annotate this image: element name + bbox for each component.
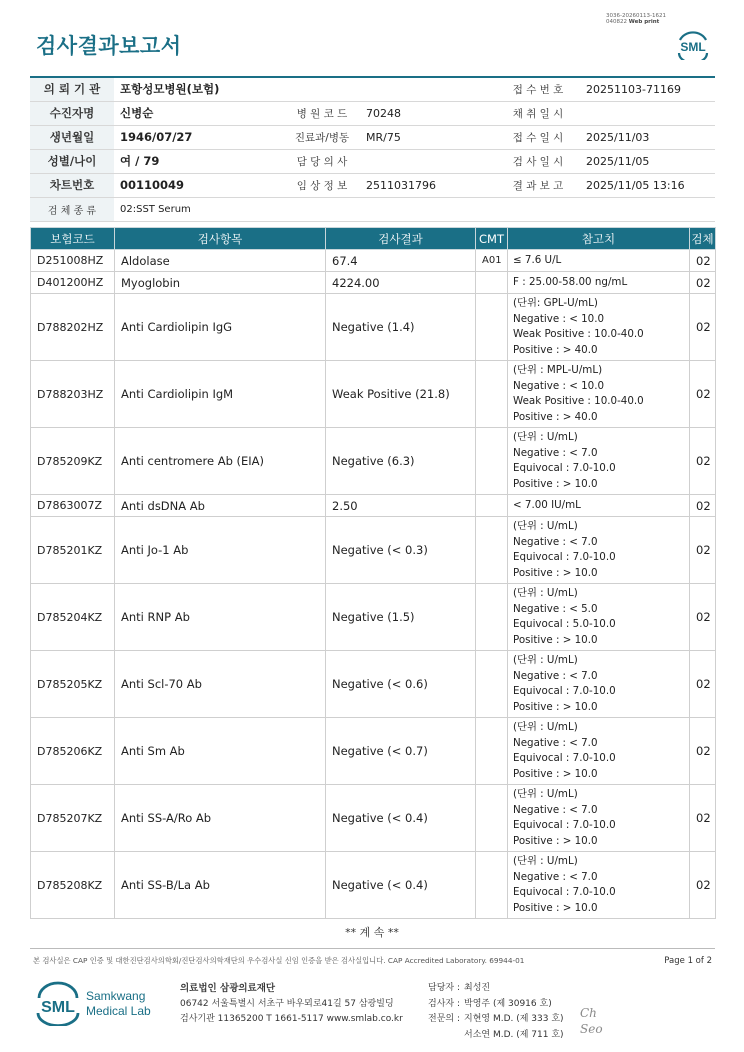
- reference-cell: [508, 785, 690, 852]
- reference-line: Weak Positive : 10.0-40.0: [513, 328, 644, 340]
- footer-divider: [30, 948, 715, 949]
- code-cell: D785207KZ: [31, 785, 115, 852]
- receipt-date-label: 접 수 일 시: [496, 125, 580, 149]
- result-cell: 2.50: [326, 495, 476, 517]
- staff-role: 담당자 :: [428, 983, 460, 993]
- test-item-cell: Anti centromere Ab (EIA): [115, 428, 326, 495]
- logo-text: SML: [680, 40, 706, 54]
- sml-logo-icon: [674, 26, 712, 60]
- cmt-cell: [476, 651, 508, 718]
- patient-info-table: [30, 76, 715, 222]
- patient-value: 신병순: [114, 101, 284, 125]
- doctor-label: 담 당 의 사: [284, 149, 360, 173]
- info-row: [30, 173, 715, 197]
- requester-label: 의 뢰 기 관: [30, 77, 114, 101]
- specimen-cell: 02: [690, 651, 716, 718]
- sex-age-label: 성별/나이: [30, 149, 114, 173]
- header-result: 검사결과: [326, 228, 476, 250]
- table-row: [31, 517, 716, 584]
- info-row: [30, 149, 715, 173]
- reference-line: Equivocal : 7.0-10.0: [513, 551, 616, 563]
- reference-cell: [508, 852, 690, 919]
- reference-line: (단위: GPL-U/mL): [513, 297, 598, 309]
- reference-cell: [508, 272, 690, 294]
- test-item-cell: Anti Scl-70 Ab: [115, 651, 326, 718]
- test-item-cell: Myoglobin: [115, 272, 326, 294]
- footer-logo-name1: Samkwang: [86, 989, 146, 1003]
- org-address: 06742 서울특별시 서초구 바우뫼로41길 57 삼광빌딩: [180, 998, 394, 1009]
- table-row: [31, 495, 716, 517]
- test-item-cell: Anti Cardiolipin IgG: [115, 294, 326, 361]
- reference-line: (단위 : U/mL): [513, 855, 578, 867]
- result-cell: 67.4: [326, 250, 476, 272]
- cmt-cell: [476, 272, 508, 294]
- test-item-cell: Anti dsDNA Ab: [115, 495, 326, 517]
- header-item: 검사항목: [115, 228, 326, 250]
- org-contact: 검사기관 11365200 T 1661-5117 www.smlab.co.kr: [180, 1014, 403, 1024]
- reference-cell: [508, 294, 690, 361]
- staff-name: 박영주 (제 30916 호): [464, 998, 552, 1009]
- reference-cell: [508, 428, 690, 495]
- test-item-cell: Anti RNP Ab: [115, 584, 326, 651]
- specimen-cell: 02: [690, 517, 716, 584]
- reference-line: Positive : > 10.0: [513, 566, 598, 579]
- chart-label: 차트번호: [30, 173, 114, 197]
- reference-cell: [508, 718, 690, 785]
- code-cell: D785205KZ: [31, 651, 115, 718]
- reference-cell: [508, 517, 690, 584]
- reference-cell: [508, 651, 690, 718]
- reference-line: Positive : > 10.0: [513, 700, 598, 713]
- cmt-cell: A01: [476, 250, 508, 272]
- test-item-cell: Anti SS-A/Ro Ab: [115, 785, 326, 852]
- hospital-code-value: 70248: [360, 101, 496, 125]
- staff-role: [428, 1028, 464, 1044]
- reference-line: Negative : < 7.0: [513, 803, 598, 816]
- specimen-label: 검 체 종 류: [30, 197, 114, 221]
- code-cell: D401200HZ: [31, 272, 115, 294]
- reference-line: (단위 : U/mL): [513, 431, 578, 443]
- specimen-cell: 02: [690, 250, 716, 272]
- reference-line: Positive : > 10.0: [513, 767, 598, 780]
- table-row: [31, 852, 716, 919]
- reference-line: < 7.00 IU/mL: [513, 498, 581, 511]
- staff-info: [428, 981, 564, 1043]
- reference-line: Equivocal : 7.0-10.0: [513, 819, 616, 831]
- specimen-cell: 02: [690, 785, 716, 852]
- reference-line: (단위 : U/mL): [513, 654, 578, 666]
- result-cell: Negative (< 0.4): [326, 852, 476, 919]
- reference-cell: [508, 584, 690, 651]
- sex-age-value: 여 / 79: [114, 149, 284, 173]
- reference-line: (단위 : MPL-U/mL): [513, 364, 603, 376]
- reference-line: Negative : < 7.0: [513, 535, 598, 548]
- requester-value: 포항성모병원(보험): [114, 77, 496, 101]
- table-row: [31, 294, 716, 361]
- staff-row: [428, 1028, 564, 1044]
- receipt-date-value: 2025/11/03: [580, 125, 715, 149]
- result-cell: Negative (6.3): [326, 428, 476, 495]
- reference-line: Negative : < 7.0: [513, 446, 598, 459]
- collect-date-value: [580, 101, 715, 125]
- continued-marker: ** 계 속 **: [345, 926, 399, 939]
- info-row: [30, 77, 715, 101]
- reference-line: Negative : < 10.0: [513, 312, 605, 325]
- table-row: [31, 651, 716, 718]
- dept-value: MR/75: [360, 125, 496, 149]
- reference-line: Positive : > 10.0: [513, 633, 598, 646]
- table-row: [31, 250, 716, 272]
- reference-line: Equivocal : 7.0-10.0: [513, 685, 616, 697]
- report-value: 2025/11/05 13:16: [580, 173, 715, 197]
- cmt-cell: [476, 785, 508, 852]
- footer-logo-text: SML: [41, 999, 75, 1016]
- reference-line: (단위 : U/mL): [513, 587, 578, 599]
- results-table: [30, 227, 716, 919]
- table-row: [31, 584, 716, 651]
- reference-line: Positive : > 40.0: [513, 343, 598, 356]
- specimen-cell: 02: [690, 428, 716, 495]
- receipt-no-label: 접 수 번 호: [496, 77, 580, 101]
- samkwang-logo-icon: [36, 980, 156, 1026]
- print-id: [606, 13, 666, 25]
- signature-2: Seo: [580, 1022, 603, 1036]
- reference-cell: [508, 495, 690, 517]
- result-cell: Negative (< 0.3): [326, 517, 476, 584]
- staff-row: [428, 1012, 564, 1028]
- doctor-value: [360, 149, 496, 173]
- reference-line: Negative : < 7.0: [513, 669, 598, 682]
- result-cell: Negative (< 0.4): [326, 785, 476, 852]
- reference-line: Negative : < 5.0: [513, 602, 598, 615]
- collect-date-label: 채 취 일 시: [496, 101, 580, 125]
- code-cell: D785201KZ: [31, 517, 115, 584]
- birth-label: 생년월일: [30, 125, 114, 149]
- test-date-value: 2025/11/05: [580, 149, 715, 173]
- birth-value: 1946/07/27: [114, 125, 284, 149]
- test-item-cell: Anti Cardiolipin IgM: [115, 361, 326, 428]
- reference-line: Positive : > 10.0: [513, 477, 598, 490]
- result-cell: 4224.00: [326, 272, 476, 294]
- reference-line: Positive : > 40.0: [513, 410, 598, 423]
- result-cell: Weak Positive (21.8): [326, 361, 476, 428]
- signature-1: Ch: [580, 1006, 597, 1020]
- cmt-cell: [476, 584, 508, 651]
- print-id-line2: 040822: [606, 19, 627, 25]
- code-cell: D785209KZ: [31, 428, 115, 495]
- table-row: [31, 785, 716, 852]
- cmt-cell: [476, 852, 508, 919]
- certification-text: 본 검사실은 CAP 인증 및 대한진단검사의학회/진단검사의학재단의 우수검사실 신임 인증을 받은 검사실입니다. CAP Accredited Laboratory. 69944-01: [33, 956, 525, 965]
- header-cmt: CMT: [476, 228, 508, 250]
- test-date-label: 검 사 일 시: [496, 149, 580, 173]
- code-cell: D785204KZ: [31, 584, 115, 651]
- test-item-cell: Anti Sm Ab: [115, 718, 326, 785]
- result-cell: Negative (< 0.6): [326, 651, 476, 718]
- table-row: [31, 361, 716, 428]
- hospital-code-label: 병 원 코 드: [284, 101, 360, 125]
- result-cell: Negative (1.4): [326, 294, 476, 361]
- staff-name: 지현영 M.D. (제 333 호): [464, 1014, 564, 1024]
- code-cell: D788202HZ: [31, 294, 115, 361]
- table-row: [31, 428, 716, 495]
- code-cell: D788203HZ: [31, 361, 115, 428]
- specimen-value: 02:SST Serum: [114, 197, 715, 221]
- cmt-cell: [476, 495, 508, 517]
- cmt-cell: [476, 517, 508, 584]
- reference-line: Equivocal : 7.0-10.0: [513, 752, 616, 764]
- receipt-no-value: 20251103-71169: [580, 77, 715, 101]
- cmt-cell: [476, 294, 508, 361]
- header-specimen: 검체: [690, 228, 716, 250]
- reference-line: Equivocal : 7.0-10.0: [513, 462, 616, 474]
- code-cell: D7863007Z: [31, 495, 115, 517]
- test-item-cell: Anti Jo-1 Ab: [115, 517, 326, 584]
- reference-line: Negative : < 7.0: [513, 736, 598, 749]
- header-code: 보험코드: [31, 228, 115, 250]
- results-header-row: [31, 228, 716, 250]
- staff-row: [428, 981, 564, 997]
- specimen-cell: 02: [690, 294, 716, 361]
- reference-line: Equivocal : 7.0-10.0: [513, 886, 616, 898]
- test-item-cell: Anti SS-B/La Ab: [115, 852, 326, 919]
- print-label: Web print: [628, 19, 660, 25]
- header-ref: 참고치: [508, 228, 690, 250]
- reference-cell: [508, 361, 690, 428]
- report-label: 결 과 보 고: [496, 173, 580, 197]
- result-cell: Negative (1.5): [326, 584, 476, 651]
- code-cell: D785208KZ: [31, 852, 115, 919]
- staff-name: 서소연 M.D. (제 711 호): [464, 1029, 564, 1040]
- reference-line: (단위 : U/mL): [513, 520, 578, 532]
- staff-name: 최성진: [464, 983, 491, 993]
- reference-line: (단위 : U/mL): [513, 721, 578, 733]
- chart-value: 00110049: [114, 173, 284, 197]
- specimen-cell: 02: [690, 495, 716, 517]
- staff-role: 전문의 :: [428, 1014, 460, 1024]
- page-title: 검사결과보고서: [36, 34, 182, 58]
- footer-logo-name2: Medical Lab: [86, 1004, 151, 1018]
- page-number: Page 1 of 2: [664, 956, 712, 966]
- specimen-cell: 02: [690, 272, 716, 294]
- reference-line: Positive : > 10.0: [513, 834, 598, 847]
- table-row: [31, 718, 716, 785]
- patient-label: 수진자명: [30, 101, 114, 125]
- reference-line: Negative : < 10.0: [513, 379, 605, 392]
- specimen-cell: 02: [690, 718, 716, 785]
- dept-label: 진료과/병동: [284, 125, 360, 149]
- org-name: 의료법인 삼광의료재단: [180, 983, 276, 994]
- specimen-cell: 02: [690, 361, 716, 428]
- info-row: [30, 101, 715, 125]
- reference-line: ≤ 7.6 U/L: [513, 253, 562, 266]
- reference-cell: [508, 250, 690, 272]
- result-cell: Negative (< 0.7): [326, 718, 476, 785]
- reference-line: Positive : > 10.0: [513, 901, 598, 914]
- specimen-cell: 02: [690, 584, 716, 651]
- info-row: [30, 197, 715, 221]
- reference-line: Equivocal : 5.0-10.0: [513, 618, 616, 630]
- org-info: [180, 981, 403, 1028]
- reference-line: Weak Positive : 10.0-40.0: [513, 395, 644, 407]
- code-cell: D251008HZ: [31, 250, 115, 272]
- info-row: [30, 125, 715, 149]
- staff-row: [428, 997, 564, 1013]
- cmt-cell: [476, 361, 508, 428]
- print-id-line1: 3036-20260113-1621: [606, 13, 666, 19]
- clinical-value: 2511031796: [360, 173, 496, 197]
- reference-line: (단위 : U/mL): [513, 788, 578, 800]
- reference-line: F : 25.00-58.00 ng/mL: [513, 275, 628, 288]
- table-row: [31, 272, 716, 294]
- cmt-cell: [476, 718, 508, 785]
- code-cell: D785206KZ: [31, 718, 115, 785]
- cmt-cell: [476, 428, 508, 495]
- reference-line: Negative : < 7.0: [513, 870, 598, 883]
- clinical-label: 임 상 정 보: [284, 173, 360, 197]
- test-item-cell: Aldolase: [115, 250, 326, 272]
- staff-role: 검사자 :: [428, 998, 460, 1009]
- specimen-cell: 02: [690, 852, 716, 919]
